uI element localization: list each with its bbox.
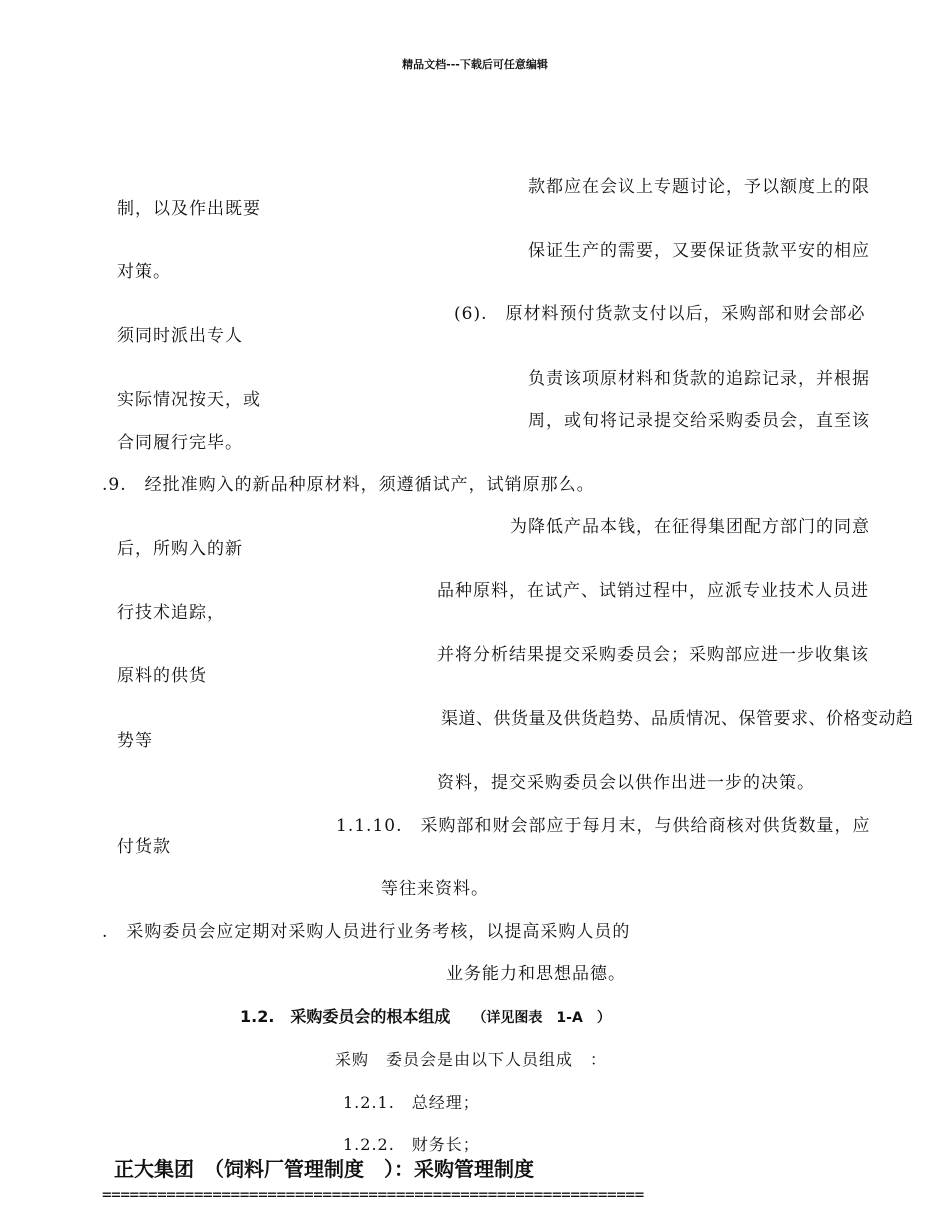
body-line: 合同履行完毕。 <box>117 433 243 453</box>
body-line: 保证生产的需要，又要保证货款平安的相应 <box>528 241 870 261</box>
body-line: 原料的供货 <box>117 666 207 686</box>
footer-rule: =========================================================== <box>102 1185 644 1204</box>
body-line: 势等 <box>117 731 153 751</box>
body-line: 后，所购入的新 <box>117 539 243 559</box>
body-line: 渠道、供货量及供货趋势、品质情况、保管要求、价格变动趋 <box>441 709 914 729</box>
body-line: 1.1.10. 采购部和财会部应于每月末，与供给商核对供货数量，应 <box>336 816 871 836</box>
body-line: 款都应在会议上专题讨论，予以额度上的限 <box>528 177 870 197</box>
section-title: 1.2. 采购委员会的根本组成 <box>240 1007 451 1026</box>
body-line: 为降低产品本钱，在征得集团配方部门的同意 <box>510 517 870 537</box>
body-line: 品种原料，在试产、试销过程中，应派专业技术人员进 <box>437 581 869 601</box>
body-line: (6). 原材料预付货款支付以后，采购部和财会部必 <box>454 304 866 324</box>
body-line: 行技术追踪， <box>117 603 225 623</box>
page-header: 精品文档---下载后可任意编辑 <box>402 58 548 71</box>
body-line: 业务能力和思想品德。 <box>446 964 626 984</box>
list-item: 1.2.1. 总经理； <box>343 1093 480 1112</box>
body-line: 对策。 <box>117 262 171 282</box>
footer-title: 正大集团 （饲料厂管理制度 ）：采购管理制度 <box>114 1157 534 1181</box>
body-line: 付货款 <box>117 837 171 857</box>
section-note: （详见图表 1-A ） <box>472 1010 611 1026</box>
body-line: 须同时派出专人 <box>117 326 243 346</box>
body-line: 采购 委员会是由以下人员组成 ： <box>335 1050 608 1069</box>
body-line: 负责该项原材料和货款的追踪记录，并根据 <box>528 369 870 389</box>
body-line: 实际情况按天，或 <box>117 390 261 410</box>
body-line: 并将分析结果提交采购委员会；采购部应进一步收集该 <box>437 645 869 665</box>
body-line: 等往来资料。 <box>381 879 489 899</box>
list-item: 1.2.2. 财务长； <box>343 1135 480 1154</box>
body-line: 资料，提交采购委员会以供作出进一步的决策。 <box>437 773 815 793</box>
section-heading <box>240 1007 611 1028</box>
body-line: . 采购委员会应定期对采购人员进行业务考核，以提高采购人员的 <box>102 922 631 942</box>
body-line: 周，或旬将记录提交给采购委员会，直至该 <box>528 411 870 431</box>
body-line: .9. 经批准购入的新品种原材料，须遵循试产，试销原那么。 <box>102 475 595 495</box>
body-line: 制，以及作出既要 <box>117 199 261 219</box>
